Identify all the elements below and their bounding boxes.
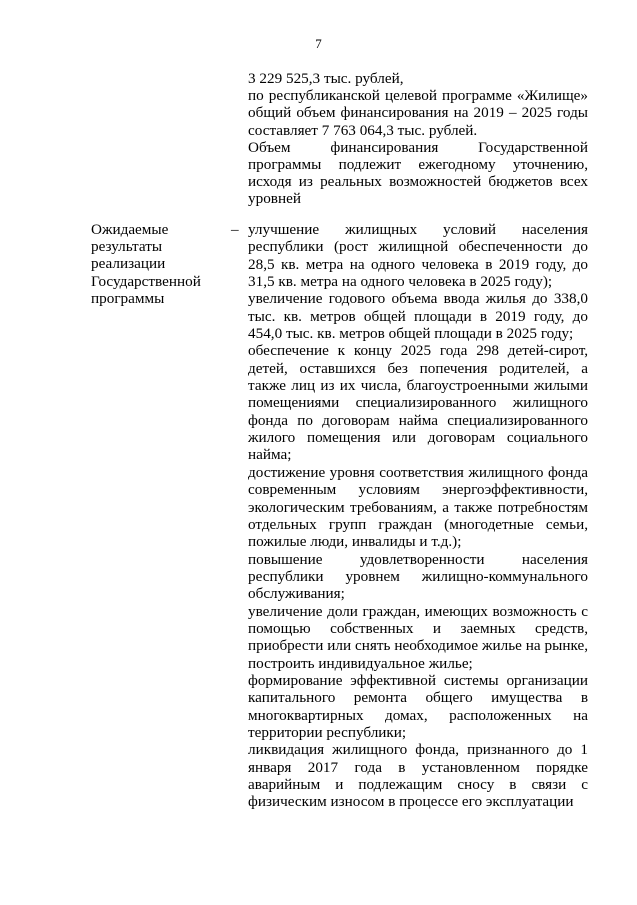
section-dash: – — [231, 221, 239, 238]
funding-line-zhilische: по республиканской целевой программе «Жилище» общий объем финансирования на 2019 – 2025 годы составляет 7 763 064,3 тыс. рублей. — [248, 87, 588, 139]
result-item: увеличение доли граждан, имеющих возможность с помощью собственных и заемных средств, приобрести или снять необходимое жилье на рынке, построить индивидуальное жилье; — [248, 602, 588, 672]
result-item: улучшение жилищных условий населения республики (рост жилищной обеспеченности до 28,5 кв. метра на одного человека в 2019 году, до 31,5 кв. метра на одного человека в 2025 году); — [248, 221, 588, 291]
funding-line-amount: 3 229 525,3 тыс. рублей, — [248, 70, 404, 87]
result-item: обеспечение к концу 2025 года 298 детей-сирот, детей, оставшихся без попечения родителей, а также лиц из их числа, благоустроенными жилыми помещениями специализированного жилищного фонда по договорам найма специализированного жилого помещения или договорам социального найма; — [248, 342, 588, 464]
funding-line-annual-update: Объем финансирования Государственной программы подлежит ежегодному уточнению, исходя из реальных возможностей бюджетов всех уровней — [248, 138, 588, 208]
result-item: достижение уровня соответствия жилищного фонда современным условиям энергоэффективности, экологическим требованиям, а также потребностям отдельных групп граждан (многодетные семьи, пожилые люди, инвалиды и т.д.); — [248, 463, 588, 551]
result-item: увеличение годового объема ввода жилья до 338,0 тыс. кв. метров общей площади в 2019 году, до 454,0 тыс. кв. метров общей площади в 2025 году; — [248, 290, 588, 343]
expected-results-list — [248, 221, 588, 811]
result-item: повышение удовлетворенности населения республики уровнем жилищно-коммунального обслуживания; — [248, 550, 588, 603]
result-item: формирование эффективной системы организации капитального ремонта общего имущества в многоквартирных домах, расположенных на территории республики; — [248, 671, 588, 741]
section-label: Ожидаемые результаты реализации Государственной программы — [91, 221, 201, 307]
page-number: 7 — [315, 36, 322, 51]
funding-text-block — [248, 70, 588, 208]
result-item: ликвидация жилищного фонда, признанного до 1 января 2017 года в установленном порядке аварийным и подлежащим сносу в связи с физическим износом в процессе его эксплуатации — [248, 741, 588, 811]
